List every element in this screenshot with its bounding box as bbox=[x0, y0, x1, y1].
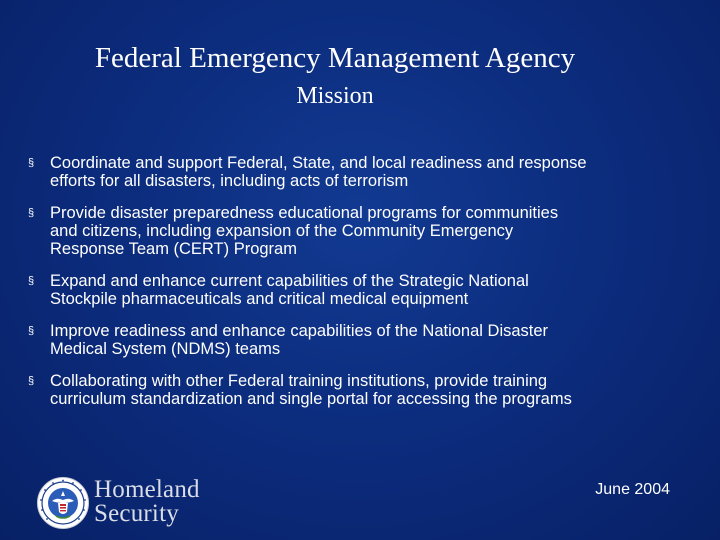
bullet-icon: § bbox=[28, 275, 35, 287]
bullet-line: Expand and enhance current capabilities of the Strategic National bbox=[50, 272, 529, 290]
bullet-line: Collaborating with other Federal training institutions, provide training bbox=[50, 372, 548, 390]
bullet-line: Stockpile pharmaceuticals and critical medical equipment bbox=[50, 290, 469, 308]
slide-date: June 2004 bbox=[595, 481, 670, 498]
dhs-seal-icon bbox=[36, 476, 90, 530]
bullet-line: and citizens, including expansion of the Community Emergency bbox=[50, 222, 514, 240]
bullet-item bbox=[28, 322, 718, 358]
mission-bullet-list bbox=[28, 154, 718, 422]
logo-line-1: Homeland bbox=[94, 476, 200, 503]
logo-wordmark bbox=[94, 478, 200, 526]
logo-line-2: Security bbox=[94, 500, 179, 527]
bullet-line: Coordinate and support Federal, State, and local readiness and response bbox=[50, 154, 587, 172]
bullet-icon: § bbox=[28, 325, 35, 337]
bullet-item bbox=[28, 204, 718, 258]
bullet-line: curriculum standardization and single portal for accessing the programs bbox=[50, 390, 572, 408]
bullet-item bbox=[28, 272, 718, 308]
bullet-item bbox=[28, 154, 718, 190]
bullet-line: efforts for all disasters, including acts of terrorism bbox=[50, 172, 409, 190]
bullet-line: Improve readiness and enhance capabilities of the National Disaster bbox=[50, 322, 549, 340]
slide-title: Federal Emergency Management Agency bbox=[94, 42, 576, 74]
homeland-security-logo bbox=[36, 476, 236, 530]
bullet-line: Provide disaster preparedness educational programs for communities bbox=[50, 204, 559, 222]
bullet-line: Medical System (NDMS) teams bbox=[50, 340, 281, 358]
slide-subtitle: Mission bbox=[296, 83, 374, 109]
bullet-icon: § bbox=[28, 375, 35, 387]
bullet-item bbox=[28, 372, 718, 408]
bullet-icon: § bbox=[28, 157, 35, 169]
bullet-line: Response Team (CERT) Program bbox=[50, 240, 297, 258]
bullet-icon: § bbox=[28, 207, 35, 219]
